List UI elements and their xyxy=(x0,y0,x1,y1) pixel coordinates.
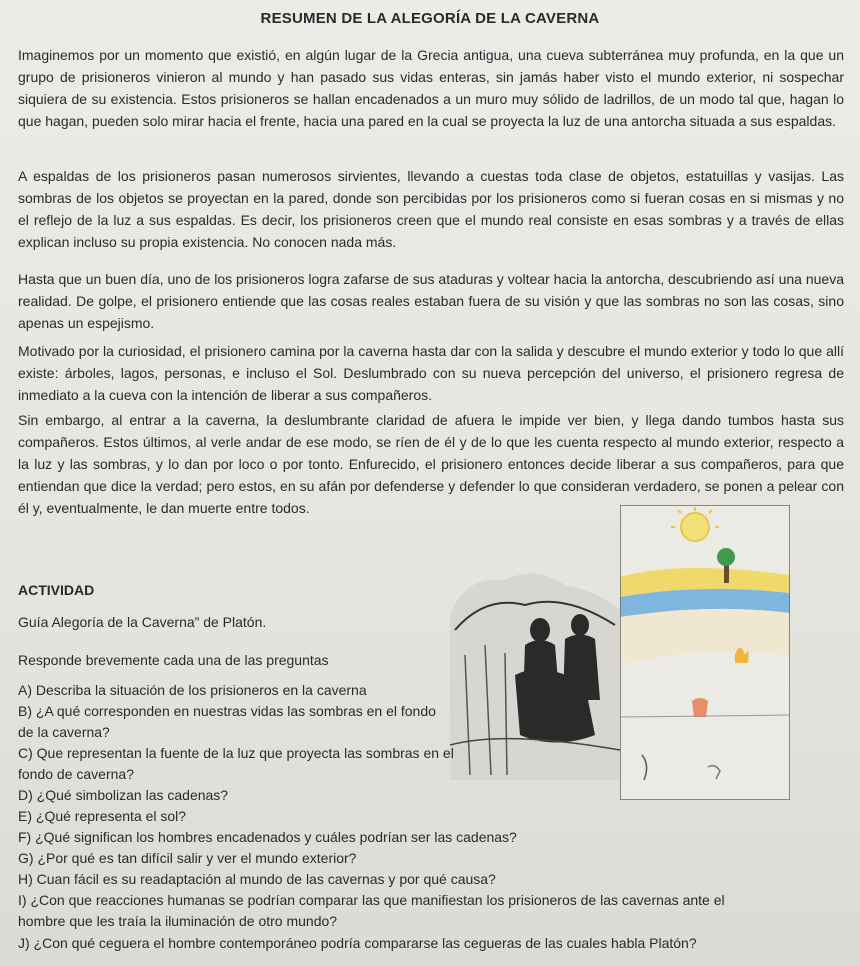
question-a: A) Describa la situación de los prisioneros en la caverna xyxy=(18,682,367,698)
question-j: J) ¿Con qué ceguera el hombre contemporáneo podría compararse las cegueras de las cuales habla Platón? xyxy=(18,935,697,951)
summary-paragraph-2: A espaldas de los prisioneros pasan numerosos sirvientes, llevando a cuestas toda clase de objetos, estatuillas y vasijas. Las sombras de los objetos se proyectan en la pared, donde son percibidas por los prisioneros como si fueran cosas en si mismas y no el reflejo de la luz a sus espaldas. Es decir, los prisioneros creen que el mundo real consiste en esas sombras y a través de ellas explican incluso su propia existencia. No conocen nada más. xyxy=(18,168,844,250)
activity-guide: Guía Alegoría de la Caverna” de Platón. xyxy=(18,614,267,630)
sun-icon xyxy=(681,513,709,541)
page-title: RESUMEN DE LA ALEGORÍA DE LA CAVERNA xyxy=(260,10,600,27)
tree-icon xyxy=(717,548,735,566)
activity-heading: ACTIVIDAD xyxy=(18,582,95,598)
colored-cave-illustration xyxy=(620,505,790,800)
vase-icon xyxy=(692,698,708,717)
question-g: G) ¿Por qué es tan difícil salir y ver el mundo exterior? xyxy=(18,850,357,866)
question-i: I) ¿Con que reacciones humanas se podrían comparar las que manifiestan los prisioneros de las cavernas ante el hombre que les traía la iluminación de otro mundo? xyxy=(18,892,725,929)
question-b: B) ¿A qué corresponden en nuestras vidas las sombras en el fondo de la caverna? xyxy=(18,703,436,740)
question-h: H) Cuan fácil es su readaptación al mundo de las cavernas y por qué causa? xyxy=(18,871,496,887)
question-c: C) Que representan la fuente de la luz que proyecta las sombras en el fondo de caverna? xyxy=(18,745,454,782)
cave-drawing-illustration xyxy=(445,535,625,780)
summary-paragraph-4: Motivado por la curiosidad, el prisionero camina por la caverna hasta dar con la salida y descubre el mundo exterior y todo lo que allí existe: árboles, lagos, personas, e incluso el Sol. Deslumbrado con su nueva percepción del universo, el prisionero regresa de inmediato a la cueva con la intención de liberar a sus compañeros. xyxy=(18,343,844,403)
summary-paragraph-1: Imaginemos por un momento que existió, en algún lugar de la Grecia antigua, una cueva subterránea muy profunda, en la que un grupo de prisioneros vinieron al mundo y han pasado sus vidas enteras, sin jamás haber visto el mundo exterior, ni sospechar siquiera de su existencia. Estos prisioneros se hallan encadenados a un muro muy sólido de ladrillos, de un modo tal que, hagan lo que hagan, pueden solo mirar hacia el frente, hacia una pared en la cual se proyecta la luz de una antorcha situada a sus espaldas. xyxy=(18,47,844,129)
activity-instruction: Responde brevemente cada una de las preguntas xyxy=(18,652,329,668)
question-d: D) ¿Qué simbolizan las cadenas? xyxy=(18,787,229,803)
tree-trunk xyxy=(724,563,729,583)
question-e: E) ¿Qué representa el sol? xyxy=(18,808,187,824)
shadow-figure-head xyxy=(530,618,550,642)
question-f: F) ¿Qué significan los hombres encadenados y cuáles podrían ser las cadenas? xyxy=(18,829,517,845)
summary-paragraph-3: Hasta que un buen día, uno de los prisioneros logra zafarse de sus ataduras y voltear hacia la antorcha, descubriendo así una nueva realidad. De golpe, el prisionero entiende que las cosas reales estaban fuera de su visión y que las sombras no son las cosas, sino apenas un espejismo. xyxy=(18,271,844,331)
summary-paragraph-5: Sin embargo, al entrar a la caverna, la deslumbrante claridad de afuera le impide ver bien, y llega dando tumbos hasta sus compañeros. Estos últimos, al verle andar de ese modo, se ríen de él y de lo que les cuenta respecto al mundo exterior, respecto a la luz y las sombras, y lo dan por loco o por tonto. Enfurecido, el prisionero entonces decide liberar a sus compañeros, para que entiendan que dice la verdad; pero estos, en su afán por defenderse y defender lo que consideran verdadero, se ponen a pelear con él y, eventualmente, le dan muerte entre todos. xyxy=(18,412,844,516)
shadow-figure-head xyxy=(571,614,589,636)
